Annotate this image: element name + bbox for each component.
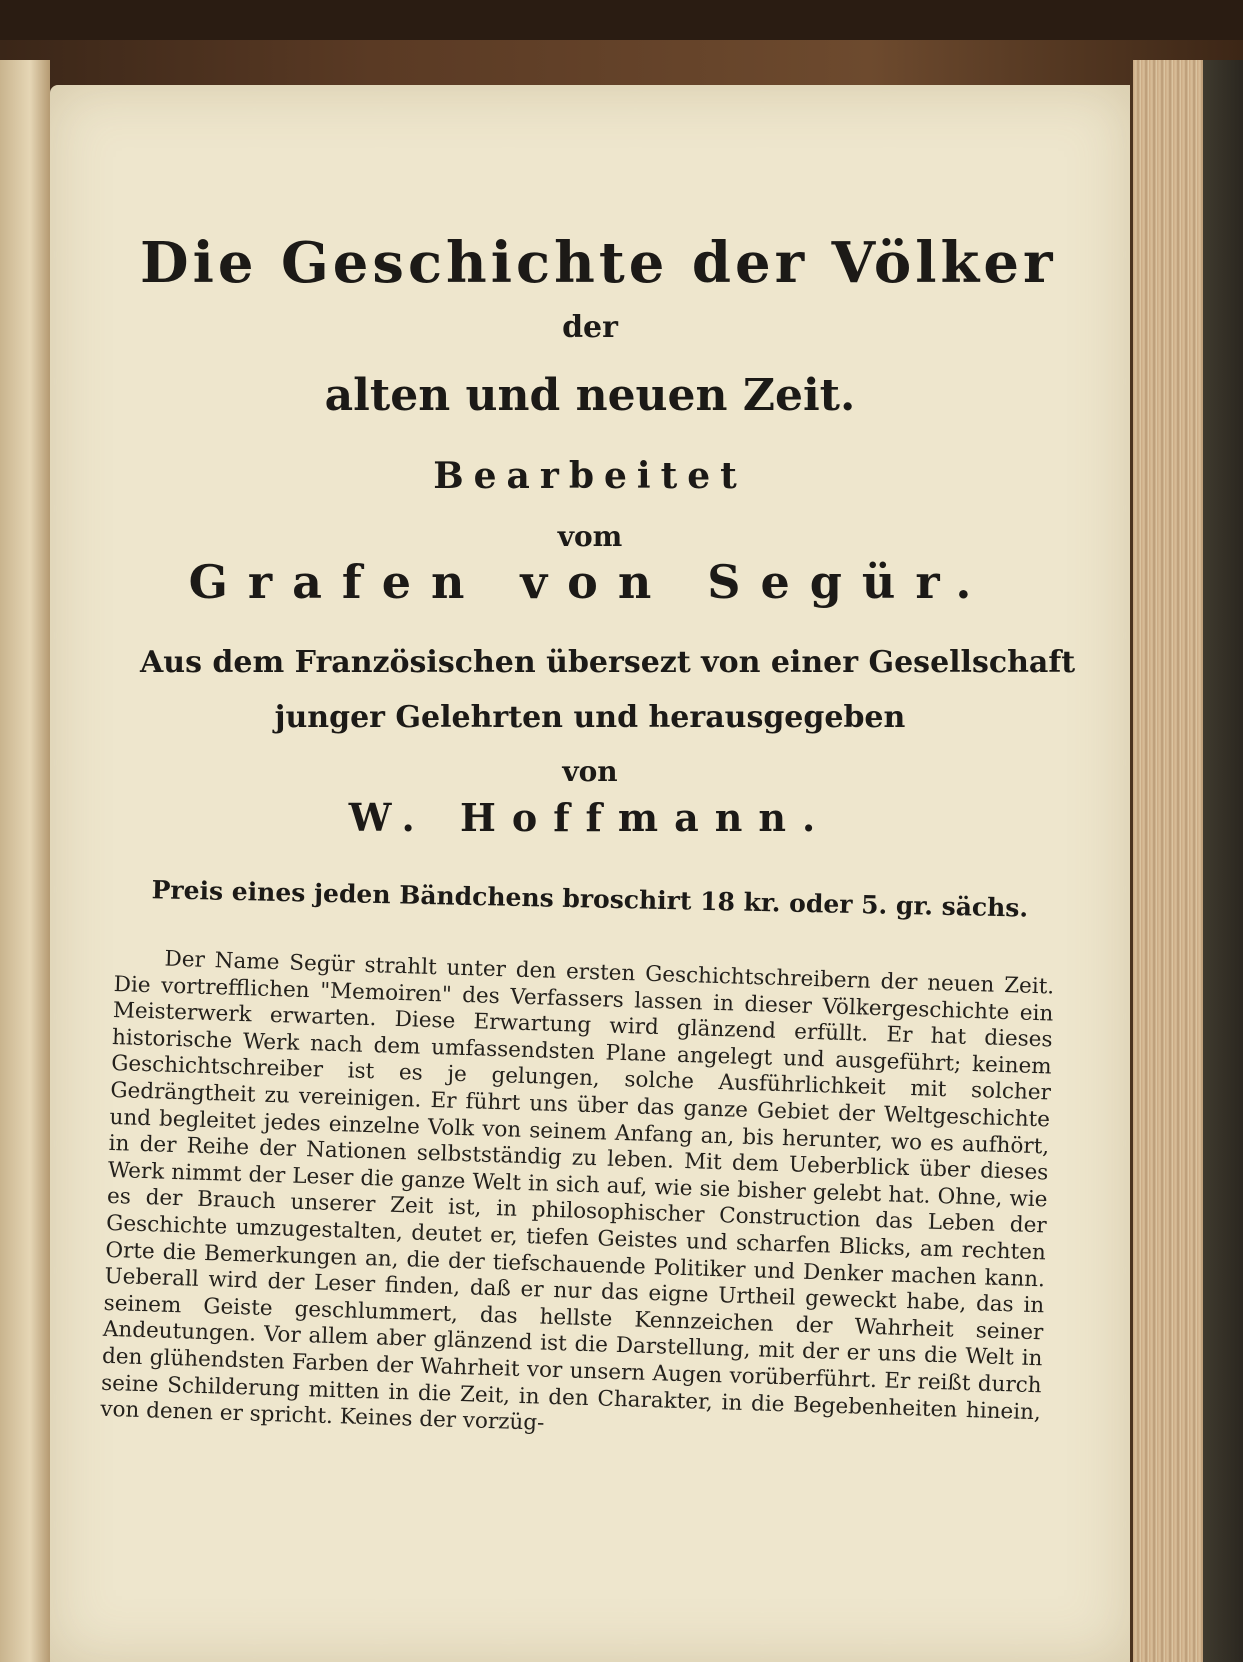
editor-name: W. Hoffmann. [348, 795, 832, 840]
previous-page-edge [0, 60, 50, 1662]
editor-by-label: von [562, 755, 618, 788]
translation-note-line-2: junger Gelehrten und herausgegeben [274, 700, 906, 735]
book-spine-edge [1203, 60, 1243, 1662]
book-page [50, 85, 1130, 1662]
page-content [50, 85, 1130, 1662]
book-subtitle: alten und neuen Zeit. [324, 370, 856, 421]
description-paragraph: Der Name Segür strahlt unter den ersten Geschichtschreibern der neuen Zeit. Die vortrefflichen "Memoiren" des Verfassers lassen in dieser Völkergeschichte ein Meisterwerk erwarten. Diese Erwartung wird glänzend erfüllt. Er hat dieses historische Werk nach dem umfassendsten Plane angelegt und ausgeführt; keinem Geschichtschreiber ist es je gelungen, solche Ausführlichkeit mit solcher Gedrängtheit zu vereinigen. Er führt uns über das ganze Gebiet der Weltgeschichte und begleitet jedes einzelne Volk von seinem Anfang an, bis herunter, wo es aufhört, in der Reihe der Nationen selbstständig zu leben. Mit dem Ueberblick über dieses Werk nimmt der Leser die ganze Welt in sich auf, wie sie bisher gelebt hat. Ohne, wie es der Brauch unserer Zeit ist, in philosophischer Construction das Leben der Geschichte umzugestalten, deutet er, tiefen Geistes und scharfen Blicks, am rechten Orte die Bemerkungen an, die der tiefschauende Politiker und Denker machen kann. Ueberall wird der Leser finden, daß er nur das eigne Urtheil geweckt habe, das in seinem Geiste geschlummert, das hellste Kennzeichen der Wahrheit seiner Andeutungen. Vor allem aber glänzend ist die Darstellung, mit der er uns die Welt in den glühendsten Farben der Wahrheit vor unsern Augen vorüberführt. Er reißt durch seine Schilderung mitten in die Zeit, in den Charakter, in die Begebenheiten hinein, von denen er spricht. Keines der vorzüg- [100, 946, 1055, 1436]
book-title: Die Geschichte der Völker [140, 230, 1057, 296]
title-article: der [562, 310, 618, 345]
author-name: Grafen von Segür. [188, 555, 992, 609]
adapted-label: Bearbeitet [433, 455, 747, 497]
description-body [100, 945, 1055, 1453]
price-line: Preis eines jeden Bändchens broschirt 18 kr. oder 5. gr. sächs. [151, 875, 1029, 923]
translation-note-line-1: Aus dem Französischen übersezt von einer Gesellschaft [140, 645, 1076, 680]
by-label: vom [557, 520, 623, 553]
